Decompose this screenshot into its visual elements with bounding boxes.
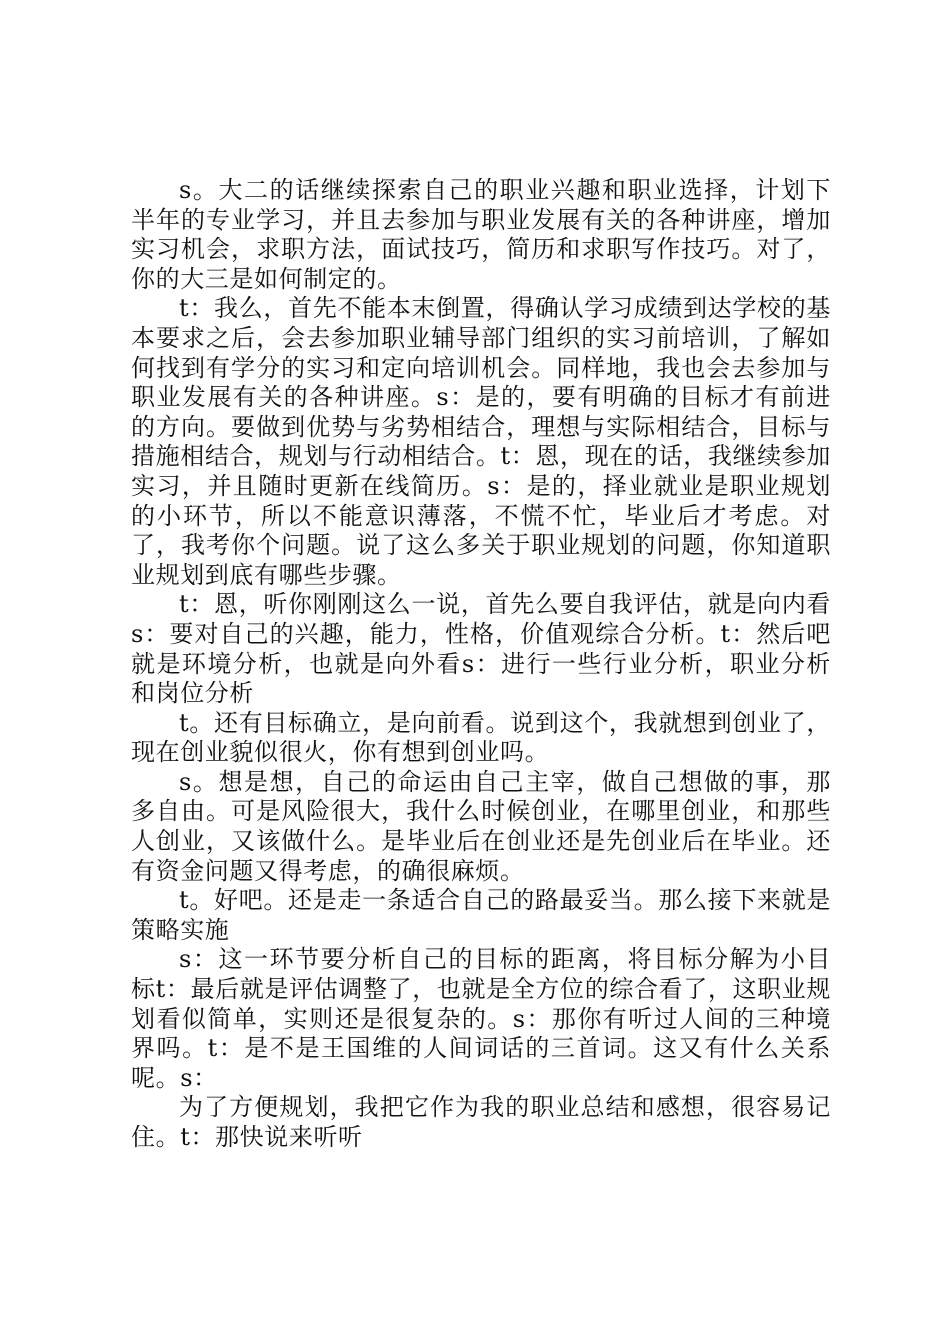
paragraph-4: t。还有目标确立，是向前看。说到这个，我就想到创业了，现在创业貌似很火，你有想到创业吗。 bbox=[131, 708, 831, 767]
paragraph-5: s。想是想，自己的命运由自己主宰，做自己想做的事，那多自由。可是风险很大，我什么时候创业，在哪里创业，和那些人创业，又该做什么。是毕业后在创业还是先创业后在毕业。还有资金问题又得考虑，的确很麻烦。 bbox=[131, 767, 831, 885]
paragraph-2: t：我么，首先不能本末倒置，得确认学习成绩到达学校的基本要求之后，会去参加职业辅导部门组织的实习前培训，了解如何找到有学分的实习和定向培训机会。同样地，我也会去参加与职业发展有关的各种讲座。s：是的，要有明确的目标才有前进的方向。要做到优势与劣势相结合，理想与实际相结合，目标与措施相结合，规划与行动相结合。t：恩，现在的话，我继续参加实习，并且随时更新在线简历。s：是的，择业就业是职业规划的小环节，所以不能意识薄落，不慌不忙，毕业后才考虑。对了，我考你个问题。说了这么多关于职业规划的问题，你知道职业规划到底有哪些步骤。 bbox=[131, 294, 831, 589]
document-body bbox=[131, 176, 831, 1153]
paragraph-7: s：这一环节要分析自己的目标的距离，将目标分解为小目标t：最后就是评估调整了，也就是全方位的综合看了，这职业规划看似简单，实则还是很复杂的。s：那你有听过人间的三种境界吗。t：是不是王国维的人间词话的三首词。这又有什么关系呢。s： bbox=[131, 945, 831, 1092]
paragraph-6: t。好吧。还是走一条适合自己的路最妥当。那么接下来就是策略实施 bbox=[131, 886, 831, 944]
paragraph-8: 为了方便规划，我把它作为我的职业总结和感想，很容易记住。t：那快说来听听 bbox=[131, 1093, 831, 1151]
paragraph-1: s。大二的话继续探索自己的职业兴趣和职业选择，计划下半年的专业学习，并且去参加与职业发展有关的各种讲座，增加实习机会，求职方法，面试技巧，简历和求职写作技巧。对了，你的大三是如何制定的。 bbox=[131, 176, 831, 293]
paragraph-3: t：恩，听你刚刚这么一说，首先么要自我评估，就是向内看s：要对自己的兴趣，能力，性格，价值观综合分析。t：然后吧就是环境分析，也就是向外看s：进行一些行业分析，职业分析和岗位分析 bbox=[131, 590, 831, 708]
